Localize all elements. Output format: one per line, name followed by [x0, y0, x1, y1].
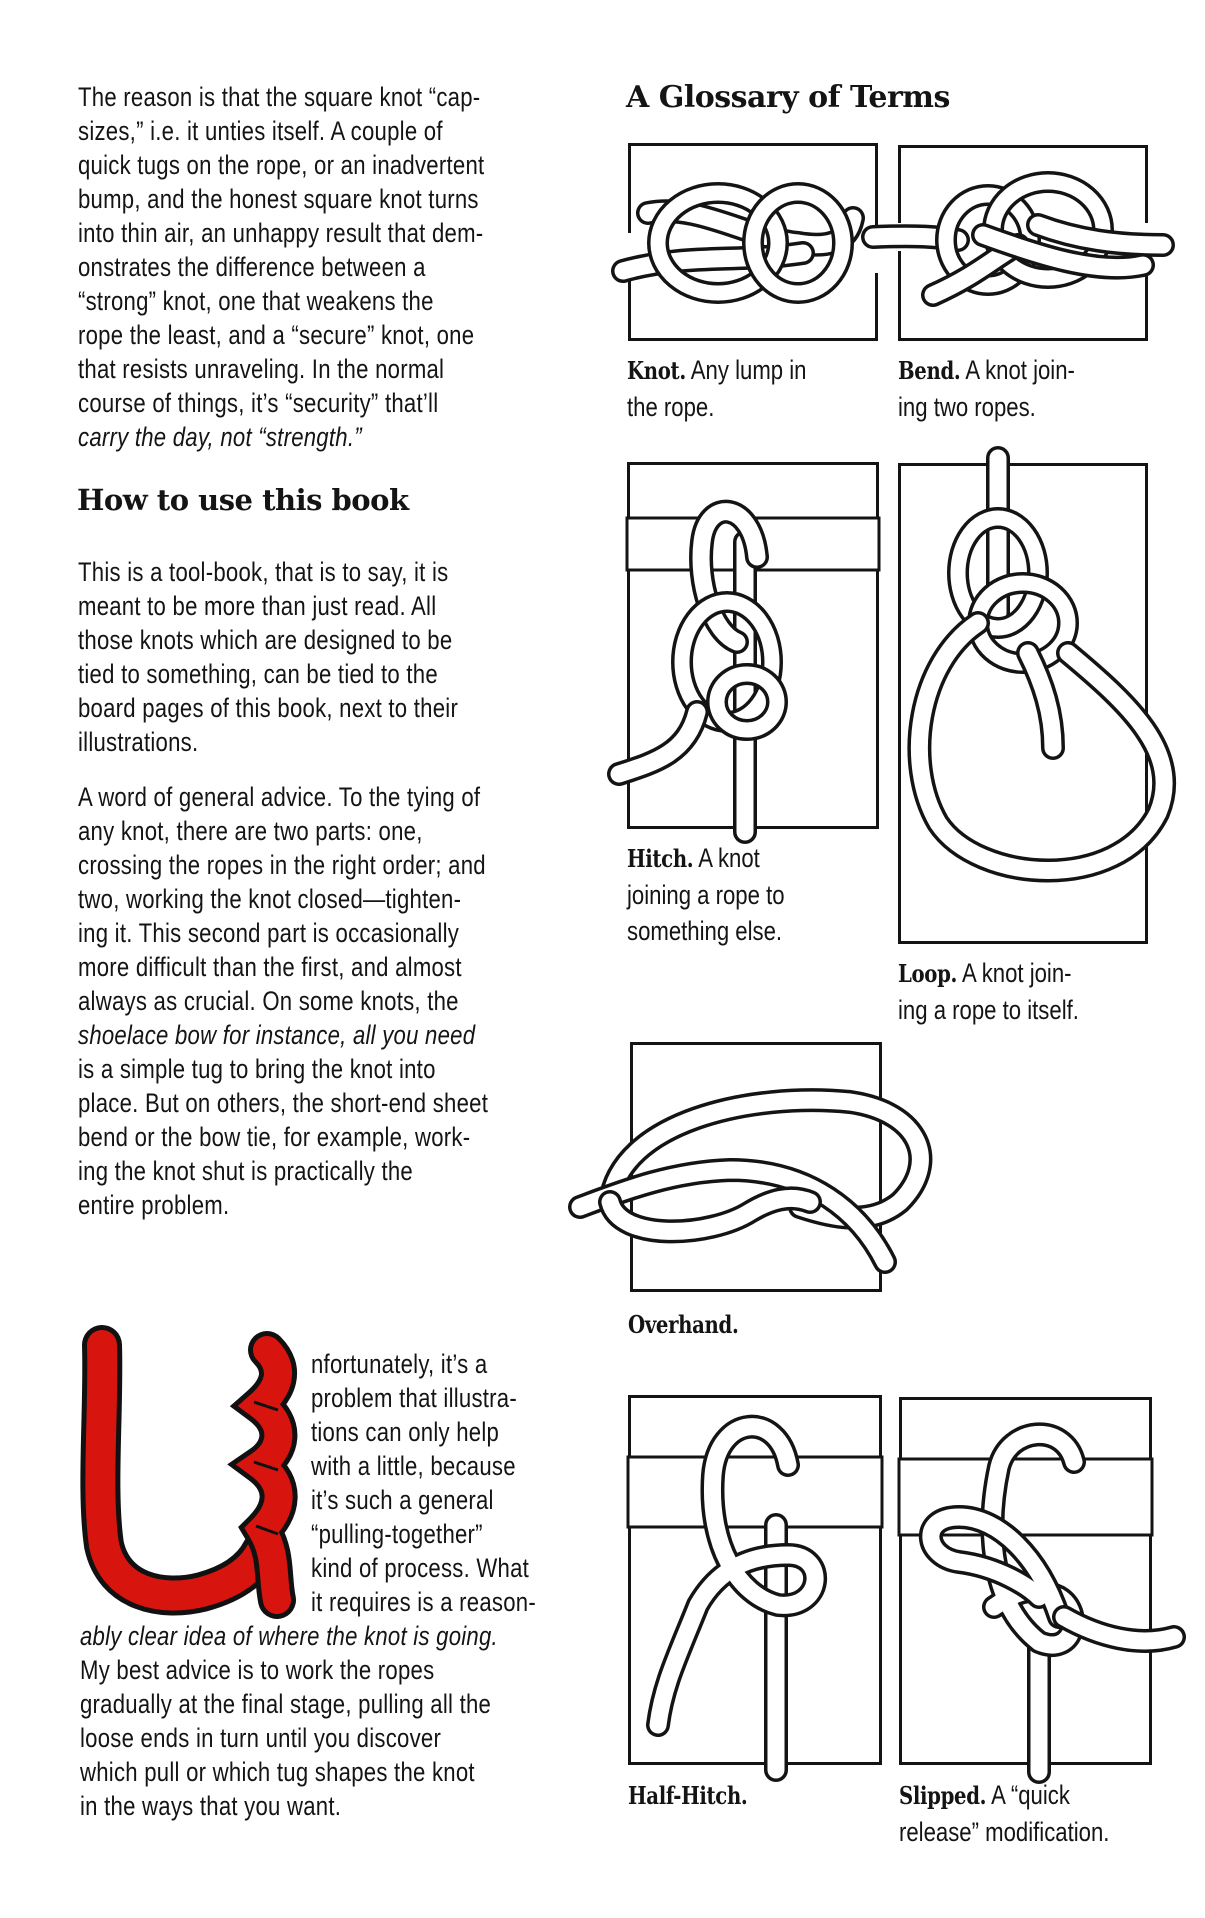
text-line: quick tugs on the rope, or an inadvertent: [78, 150, 485, 180]
square-knot-illustration: [628, 143, 878, 341]
text-line: loose ends in turn until you discover: [80, 1723, 442, 1753]
text-line: nfortunately, it’s a: [311, 1349, 488, 1379]
term-definition: A knot join-: [961, 958, 1072, 988]
text-line: that resists unraveling. In the normal: [78, 354, 445, 384]
text-line: A word of general advice. To the tying of: [78, 782, 481, 812]
term-definition: A “quick: [991, 1780, 1070, 1810]
text-line: in the ways that you want.: [80, 1791, 342, 1821]
hitch-illustration: [627, 462, 879, 829]
advice-paragraph: [78, 780, 488, 1222]
text-line: rope the least, and a “secure” knot, one: [78, 320, 475, 350]
text-line: bump, and the honest square knot turns: [78, 184, 479, 214]
glossary-entry-loop: [898, 955, 1079, 1028]
tool-book-paragraph: [78, 555, 458, 759]
glossary-entry-bend: [898, 352, 1075, 425]
term-definition: joining a rope to: [627, 880, 785, 910]
term-label: Loop.: [898, 959, 958, 988]
term-definition: A knot join-: [965, 355, 1075, 385]
term-definition: something else.: [627, 916, 783, 946]
glossary-entry-slipped: [899, 1777, 1109, 1850]
text-line: My best advice is to work the ropes: [80, 1655, 435, 1685]
text-line: those knots which are designed to be: [78, 625, 453, 655]
term-label: Hitch.: [627, 844, 694, 873]
text-line: tied to something, can be tied to the: [78, 659, 438, 689]
unfortunately-paragraph-full: [80, 1619, 498, 1823]
glossary-entry-half-hitch: [628, 1777, 747, 1814]
term-definition: the rope.: [627, 392, 715, 422]
glossary-entry-knot: [627, 352, 806, 425]
text-line: any knot, there are two parts: one,: [78, 816, 423, 846]
text-line: two, working the knot closed—tighten-: [78, 884, 462, 914]
text-line: crossing the ropes in the right order; and: [78, 850, 486, 880]
text-line: more difficult than the first, and almost: [78, 952, 462, 982]
term-definition: A knot: [698, 843, 760, 873]
text-line: into thin air, an unhappy result that dem-: [78, 218, 484, 248]
loop-illustration: [898, 463, 1148, 944]
slipped-illustration: [899, 1397, 1152, 1765]
text-line: sizes,” i.e. it unties itself. A couple of: [78, 116, 443, 146]
half-hitch-illustration: [628, 1395, 882, 1765]
glossary-entry-overhand: [628, 1306, 739, 1343]
term-label: Knot.: [627, 356, 686, 385]
term-definition: release” modification.: [899, 1817, 1110, 1847]
glossary-entry-hitch: [627, 840, 785, 949]
text-line: is a simple tug to bring the knot into: [78, 1054, 436, 1084]
term-definition: ing a rope to itself.: [898, 995, 1079, 1025]
text-line: meant to be more than just read. All: [78, 591, 437, 621]
text-line: kind of process. What: [311, 1553, 530, 1583]
sheet-bend-illustration: [898, 145, 1148, 341]
text-line: problem that illustra-: [311, 1383, 517, 1413]
term-label: Bend.: [898, 356, 961, 385]
text-line: entire problem.: [78, 1190, 230, 1220]
text-line-italic: carry the day, not “strength.”: [78, 422, 362, 452]
term-label: Half-Hitch.: [628, 1781, 748, 1810]
unfortunately-paragraph-wrapped: [311, 1347, 536, 1619]
text-line: always as crucial. On some knots, the: [78, 986, 459, 1016]
text-line: which pull or which tug shapes the knot: [80, 1757, 475, 1787]
term-definition: ing two ropes.: [898, 392, 1036, 422]
overhand-illustration: [630, 1042, 882, 1292]
term-label: Overhand.: [628, 1310, 739, 1339]
text-line: board pages of this book, next to their: [78, 693, 459, 723]
glossary-heading: A Glossary of Terms: [626, 80, 950, 115]
intro-paragraph: [78, 80, 484, 454]
text-line: This is a tool-book, that is to say, it is: [78, 557, 449, 587]
term-definition: Any lump in: [690, 355, 807, 385]
text-line: The reason is that the square knot “cap-: [78, 82, 481, 112]
text-line: illustrations.: [78, 727, 199, 757]
text-line: course of things, it’s “security” that’ll: [78, 388, 439, 418]
text-line: with a little, because: [311, 1451, 516, 1481]
text-line-italic: shoelace bow for instance, all you need: [78, 1020, 476, 1050]
text-line: it’s such a general: [311, 1485, 494, 1515]
how-to-use-heading: How to use this book: [77, 483, 409, 517]
text-line: ing the knot shut is practically the: [78, 1156, 413, 1186]
text-line: ing it. This second part is occasionally: [78, 918, 460, 948]
text-line: gradually at the final stage, pulling all the: [80, 1689, 492, 1719]
text-line: onstrates the difference between a: [78, 252, 426, 282]
text-line: tions can only help: [311, 1417, 500, 1447]
text-line: “strong” knot, one that weakens the: [78, 286, 434, 316]
drop-cap-rope-u-icon: [82, 1330, 302, 1615]
text-line: “pulling-together”: [311, 1519, 483, 1549]
text-line: place. But on others, the short-end sheet: [78, 1088, 489, 1118]
text-line: it requires is a reason-: [311, 1587, 536, 1617]
term-label: Slipped.: [899, 1781, 987, 1810]
text-line-italic: ably clear idea of where the knot is going.: [80, 1621, 498, 1651]
text-line: bend or the bow tie, for example, work-: [78, 1122, 471, 1152]
